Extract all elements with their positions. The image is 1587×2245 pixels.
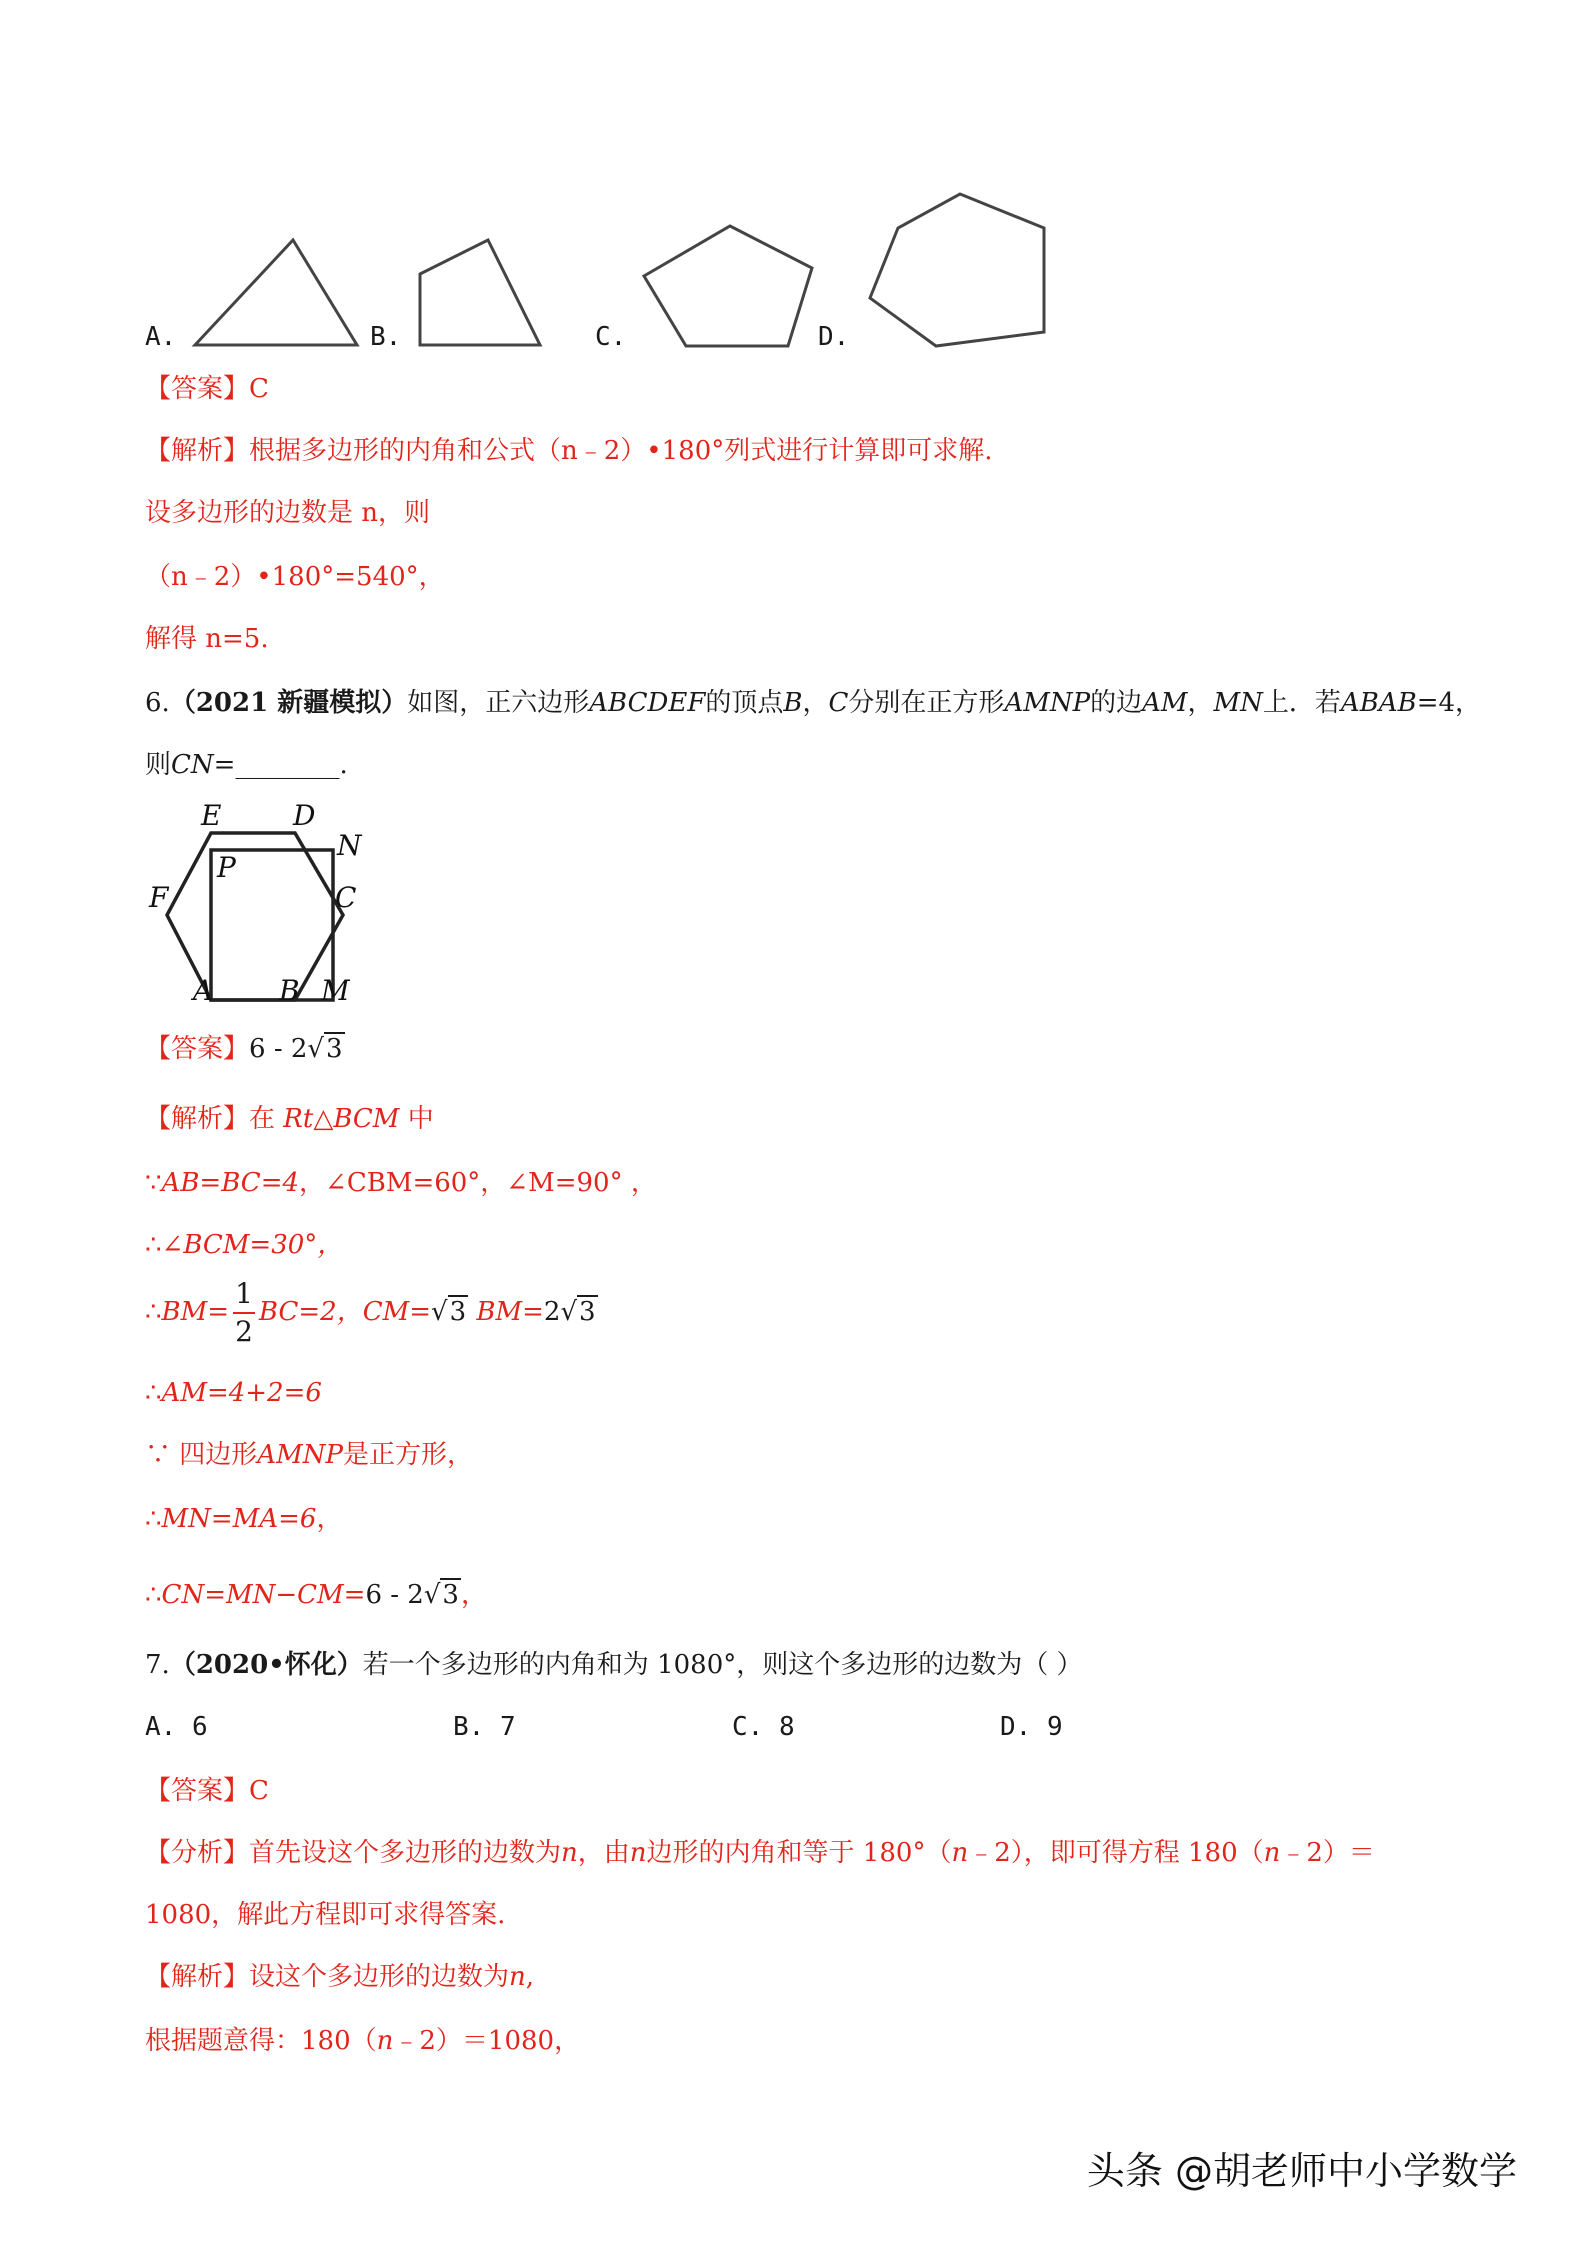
- q6-step-2: [145, 1228, 343, 1262]
- fraction-numerator: 1: [233, 1276, 255, 1314]
- q7-option-b: B. 7: [453, 1712, 516, 1742]
- answer-label: 【答案】: [145, 374, 250, 404]
- fenxi-text: 首先设这个多边形的边数为: [249, 1838, 562, 1868]
- q5-option-a-label: A.: [145, 322, 177, 352]
- analysis-text: 设这个多边形的边数为: [249, 1962, 510, 1992]
- analysis-text: ,: [525, 1962, 535, 1992]
- q5-option-b-label: B.: [370, 322, 402, 352]
- q7-fenxi-line2: 1080，解此方程即可求得答案.: [145, 1900, 506, 1930]
- quadrilateral-figure: [408, 230, 548, 350]
- question-stem: 若一个多边形的内角和为 1080°，则这个多边形的边数为（ ）: [362, 1650, 1083, 1680]
- step-text: CN=MN−CM=: [161, 1580, 366, 1610]
- q5-option-c-label: C.: [595, 322, 627, 352]
- coefficient: 2: [543, 1297, 561, 1327]
- q6-analysis: [145, 1102, 434, 1136]
- q5-step-1: 设多边形的边数是 n，则: [145, 498, 431, 528]
- step-text: 根据题意得：180（: [145, 2026, 377, 2056]
- stem-var: MN: [1213, 688, 1263, 718]
- q6-step-1: [145, 1166, 657, 1200]
- answer-value: 6 - 2: [249, 1034, 308, 1064]
- stem-text: 分别在正方形: [848, 688, 1005, 718]
- q7-answer: [145, 1774, 269, 1808]
- vertex-label-e: E: [201, 799, 222, 832]
- q7-stem: [145, 1648, 1083, 1682]
- fenxi-var: n: [629, 1838, 647, 1868]
- vertex-label-f: F: [149, 881, 169, 914]
- stem-var: CN: [171, 750, 214, 780]
- radicand: 3: [579, 1297, 596, 1327]
- stem-var: AMNP: [1004, 688, 1091, 718]
- vertex-label-m: M: [321, 974, 350, 1007]
- fenxi-var: n: [1263, 1838, 1281, 1868]
- step-text: ，: [316, 1504, 343, 1534]
- half-fraction: [233, 1276, 255, 1350]
- stem-text: 的边: [1090, 688, 1143, 718]
- because-symbol: ∵: [145, 1168, 162, 1198]
- fraction-denominator: 2: [235, 1315, 253, 1348]
- q6-step-4: [145, 1376, 322, 1410]
- step-var: AMNP: [257, 1440, 343, 1470]
- fenxi-text: ﹣2），即可得方程 180（: [968, 1838, 1264, 1868]
- fenxi-var: n: [561, 1838, 578, 1868]
- stem-var: C: [828, 688, 849, 718]
- triangle-figure: [185, 230, 365, 350]
- pentagon-figure: [638, 218, 818, 353]
- step-text: MN=MA=6: [161, 1504, 317, 1534]
- vertex-label-b: B: [279, 974, 300, 1007]
- q7-analysis: [145, 1960, 534, 1994]
- answer-label: 【答案】: [145, 1034, 250, 1064]
- vertex-label-p: P: [217, 851, 236, 884]
- step-text: AM=4+2=6: [161, 1378, 322, 1408]
- step-text: ，CM=: [336, 1297, 432, 1327]
- q6-step-6: [145, 1502, 342, 1536]
- analysis-var: BCM: [333, 1104, 400, 1134]
- stem-text: ，: [802, 688, 829, 718]
- fenxi-text: ，由: [577, 1838, 630, 1868]
- question-number: 7.: [145, 1650, 170, 1680]
- step-text: BM=: [476, 1297, 544, 1327]
- q5-option-d-label: D.: [818, 322, 850, 352]
- q6-stem: [145, 686, 1481, 720]
- analysis-label: 【解析】: [145, 436, 250, 466]
- triangle-symbol: △: [313, 1104, 334, 1134]
- step-text: ，: [460, 1580, 487, 1610]
- analysis-label: 【解析】: [145, 1962, 250, 1992]
- stem-text: ，: [1187, 688, 1214, 718]
- q6-step-5: [145, 1438, 473, 1472]
- watermark: 头条 @胡老师中小学数学: [1086, 2149, 1517, 2193]
- radicand: 3: [449, 1297, 467, 1327]
- fenxi-var: n: [951, 1838, 969, 1868]
- step-text: ∠BCM=30°，: [161, 1230, 344, 1260]
- analysis-label: 【解析】: [145, 1104, 250, 1134]
- stem-text: 则: [145, 750, 172, 780]
- question-source: （2020•怀化）: [169, 1650, 363, 1680]
- analysis-text: 根据多边形的内角和公式（n﹣2）•180°列式进行计算即可求解.: [249, 436, 993, 466]
- step-value: 6 - 2: [365, 1580, 424, 1610]
- step-var: n: [376, 2026, 394, 2056]
- analysis-var: n: [509, 1962, 526, 1992]
- step-text: ﹣2）＝1080，: [393, 2026, 581, 2056]
- step-text: 是正方形，: [342, 1440, 473, 1470]
- radicand: 3: [442, 1580, 459, 1610]
- q6-step-7: ∴CN=MN−CM=6 - 2√3，: [145, 1580, 487, 1610]
- vertex-label-n: N: [337, 829, 362, 862]
- fenxi-text: 边形的内角和等于 180°（: [646, 1838, 952, 1868]
- step-text: ，∠CBM=60°，∠M=90° ，: [299, 1168, 657, 1198]
- answer-radicand: 3: [326, 1034, 343, 1064]
- q5-analysis: [145, 434, 993, 468]
- therefore-symbol: ∴: [145, 1580, 162, 1610]
- q6-stem-line2: [145, 748, 348, 782]
- question-number: 6.: [145, 688, 170, 718]
- analysis-text: 在: [249, 1104, 276, 1134]
- answer-blank: =________.: [213, 750, 348, 780]
- therefore-symbol: ∴: [145, 1378, 162, 1408]
- q6-answer: 【答案】6 - 2√3: [145, 1034, 343, 1064]
- step-text: BC=2: [258, 1297, 337, 1327]
- q7-step-1: [145, 2024, 580, 2058]
- q7-fenxi: [145, 1836, 1375, 1870]
- answer-value: C: [249, 374, 269, 404]
- stem-text: 上．若: [1262, 688, 1341, 718]
- fenxi-text: ﹣2）＝: [1280, 1838, 1375, 1868]
- therefore-symbol: ∴: [145, 1230, 162, 1260]
- q5-step-3: 解得 n=5.: [145, 624, 269, 654]
- q7-option-d: D. 9: [1000, 1712, 1063, 1742]
- therefore-symbol: ∴: [145, 1504, 162, 1534]
- stem-text: 的顶点: [705, 688, 784, 718]
- analysis-label: 【分析】: [145, 1838, 250, 1868]
- q7-option-a: A. 6: [145, 1712, 208, 1742]
- answer-value: C: [249, 1776, 269, 1806]
- q7-option-c: C. 8: [732, 1712, 795, 1742]
- therefore-symbol: ∴: [145, 1297, 162, 1327]
- q5-step-2: （n﹣2）•180°=540°，: [145, 562, 445, 592]
- q5-answer: [145, 372, 269, 406]
- step-text: BM=: [161, 1297, 230, 1327]
- stem-text: 如图，正六边形: [407, 688, 590, 718]
- answer-label: 【答案】: [145, 1776, 250, 1806]
- vertex-label-a: A: [193, 974, 214, 1007]
- because-symbol: ∵: [145, 1440, 172, 1470]
- q6-step-3: ∴BM= $\frac{1}{2}$ BC=2，CM=√3 BM=2√3: [145, 1277, 596, 1348]
- stem-var: ABAB: [1340, 688, 1417, 718]
- step-text: AB=BC=4: [161, 1168, 300, 1198]
- vertex-label-d: D: [293, 799, 316, 832]
- hexagon-figure: [862, 188, 1052, 353]
- step-text: 四边形: [179, 1440, 258, 1470]
- stem-var: B: [783, 688, 803, 718]
- vertex-label-c: C: [335, 881, 357, 914]
- hexagon-square-figure: [145, 795, 375, 1010]
- analysis-text: 中: [407, 1104, 434, 1134]
- question-source: （2021 新疆模拟）: [169, 688, 408, 718]
- stem-text: =4，: [1416, 688, 1482, 718]
- stem-var: AM: [1142, 688, 1188, 718]
- stem-var: ABCDEF: [589, 688, 706, 718]
- analysis-var: Rt: [283, 1104, 314, 1134]
